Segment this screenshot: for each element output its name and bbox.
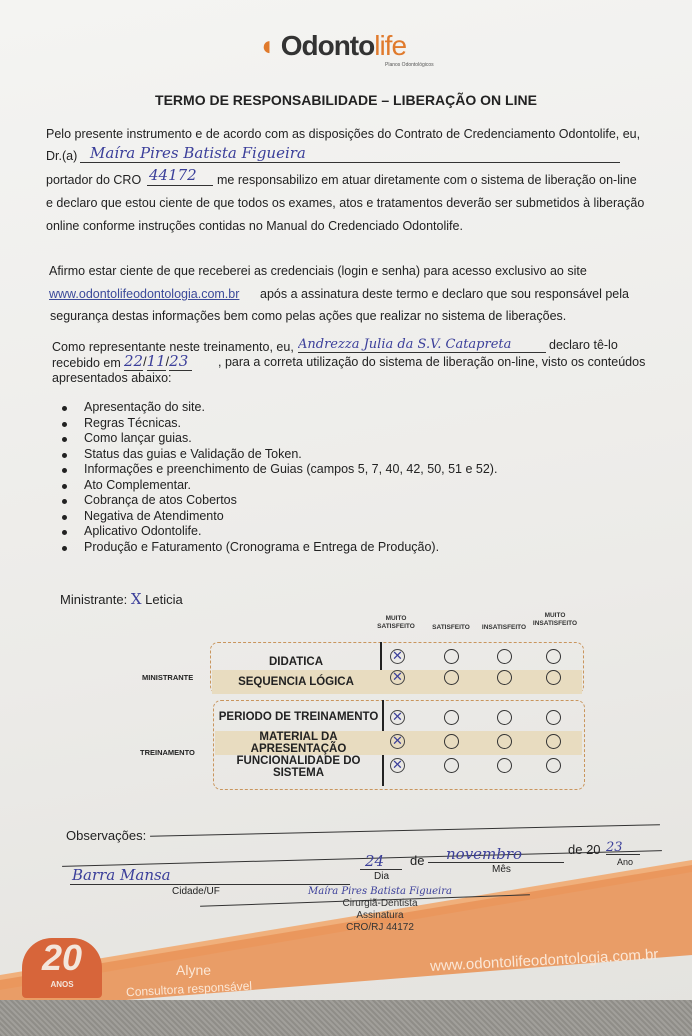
- rating-radio[interactable]: [546, 649, 561, 664]
- rating-radio[interactable]: [444, 710, 459, 725]
- representative-prefix: Como representante neste treinamento, eu,: [52, 340, 294, 354]
- consultant-name: Alyne: [176, 962, 212, 978]
- anniversary-badge: [22, 938, 102, 998]
- representative-rest: , para a correta utilização do sistema de liberação on-line, visto os conteúdos: [218, 355, 646, 369]
- received-year: 23: [169, 352, 192, 371]
- received-day: 22: [124, 352, 144, 370]
- dr-label: Dr.(a): [46, 149, 78, 163]
- received-label: recebido em: [52, 356, 121, 370]
- logo-accent: life: [374, 30, 407, 61]
- row-label: DIDATICA: [268, 656, 324, 668]
- intro-line-4: e declaro que estou ciente de que todos os exames, atos e tratamentos deverão ser submetidos à liberação: [46, 196, 645, 210]
- city-value: Barra Mansa: [72, 866, 171, 884]
- month-field: [428, 845, 564, 863]
- group-label: MINISTRANTE: [142, 673, 194, 682]
- row-label: FUNCIONALIDADE DO SISTEMA: [236, 755, 361, 779]
- day-field: [360, 852, 402, 870]
- row-label: PERIODO DE TREINAMENTO: [218, 711, 379, 723]
- ministrante-field: [60, 590, 183, 608]
- row-label: SEQUENCIA LÓGICA: [238, 676, 354, 688]
- cro-value: 44172: [149, 166, 197, 184]
- stamp-name: Maíra Pires Batista Figueira: [308, 886, 452, 897]
- month-label: Mês: [492, 864, 511, 875]
- stamp-cro: CRO/RJ 44172: [346, 922, 414, 933]
- list-item: Status das guias e Validação de Token.: [62, 447, 497, 463]
- representative-line-3: apresentados abaixo:: [52, 371, 172, 385]
- rating-radio[interactable]: [444, 734, 459, 749]
- rating-radio-checked[interactable]: ✕: [390, 670, 405, 685]
- badge-sub: ANOS: [50, 980, 74, 989]
- list-item: Produção e Faturamento (Cronograma e Entrega de Produção).: [62, 540, 497, 556]
- ministrante-mark: X: [130, 590, 142, 608]
- year-field: [606, 838, 640, 855]
- rating-radio-checked[interactable]: ✕: [390, 649, 405, 664]
- rating-radio[interactable]: [497, 758, 512, 773]
- credentials-line-1: Afirmo estar ciente de que receberei as credenciais (login e senha) para acesso exclusivo ao site: [49, 264, 587, 278]
- topics-list: [62, 400, 497, 555]
- badge-number: 20: [41, 937, 83, 978]
- footer-website[interactable]: www.odontolifeodontologia.com.br: [429, 946, 659, 975]
- received-date: 22/11/23: [124, 352, 192, 370]
- month-value: novembro: [446, 845, 523, 863]
- day-label: Dia: [374, 871, 390, 882]
- received-month: 11: [146, 352, 166, 370]
- consultant-role: Consultora responsável: [125, 978, 253, 1000]
- rating-radio-checked[interactable]: ✕: [390, 758, 405, 773]
- odontolife-logo: ◖ Odontolife: [258, 30, 407, 61]
- year-prefix: de 20: [568, 842, 601, 857]
- dr-name: Maíra Pires Batista Figueira: [90, 144, 306, 162]
- signature-label: Assinatura: [356, 910, 404, 921]
- rating-radio-checked[interactable]: ✕: [390, 710, 405, 725]
- rating-radio[interactable]: [546, 710, 561, 725]
- row-label: MATERIAL DA APRESENTAÇÃO: [250, 731, 347, 755]
- representative-field: [298, 335, 546, 353]
- page-title: TERMO DE RESPONSABILIDADE – LIBERAÇÃO ON LINE: [155, 92, 537, 108]
- city-label: Cidade/UF: [172, 886, 220, 897]
- city-field: [70, 866, 350, 885]
- credentials-line-2: após a assinatura deste termo e declaro que sou responsável pela: [260, 287, 629, 301]
- year-value: 23: [606, 840, 623, 855]
- rating-radio[interactable]: [444, 670, 459, 685]
- intro-line-1: Pelo presente instrumento e de acordo com as disposições do Contrato de Credenciamento Odontolife, eu,: [46, 127, 641, 141]
- list-item: Regras Técnicas.: [62, 416, 497, 432]
- rating-radio[interactable]: [444, 758, 459, 773]
- intro-line-3: me responsabilizo em atuar diretamente com o sistema de liberação on-line: [217, 173, 637, 187]
- rating-radio[interactable]: [497, 734, 512, 749]
- rating-radio[interactable]: [497, 670, 512, 685]
- de-text: de: [410, 853, 425, 868]
- credentials-line-3: segurança destas informações bem como pelas ações que realizar no sistema de liberações.: [50, 309, 567, 323]
- logo-text: Odonto: [280, 30, 375, 61]
- column-header: SATISFEITO: [432, 624, 470, 631]
- background-carpet: [0, 1000, 692, 1036]
- rating-radio[interactable]: [546, 734, 561, 749]
- observations-line[interactable]: [150, 824, 660, 837]
- column-header: MUITO INSATISFEITO: [532, 612, 578, 627]
- dr-name-field: [80, 144, 620, 163]
- list-item: Informações e preenchimento de Guias (campos 5, 7, 40, 42, 50, 51 e 52).: [62, 462, 497, 478]
- list-item: Como lançar guias.: [62, 431, 497, 447]
- rating-radio[interactable]: [497, 649, 512, 664]
- intro-line-5: online conforme instruções contidas no Manual do Credenciado Odontolife.: [46, 219, 463, 233]
- column-header: INSATISFEITO: [481, 624, 527, 631]
- ministrante-name: Leticia: [145, 592, 183, 607]
- list-item: Negativa de Atendimento: [62, 509, 497, 525]
- signature-stamp: [300, 886, 460, 934]
- rating-radio[interactable]: [546, 758, 561, 773]
- list-item: Aplicativo Odontolife.: [62, 524, 497, 540]
- logo-subtitle: Planos Odontológicos: [385, 62, 434, 68]
- rating-radio[interactable]: [497, 710, 512, 725]
- column-header: MUITO SATISFEITO: [377, 615, 415, 630]
- day-value: 24: [365, 852, 385, 870]
- list-item: Cobrança de atos Cobertos: [62, 493, 497, 509]
- rating-radio[interactable]: [546, 670, 561, 685]
- rating-radio-checked[interactable]: ✕: [390, 734, 405, 749]
- rating-radio[interactable]: [444, 649, 459, 664]
- stamp-role: Cirurgiã-Dentista: [342, 898, 418, 909]
- representative-suffix: declaro tê-lo: [549, 338, 618, 352]
- ministrante-label: Ministrante:: [60, 592, 128, 607]
- list-item: Apresentação do site.: [62, 400, 497, 416]
- cro-label: portador do CRO: [46, 173, 142, 187]
- group-label: TREINAMENTO: [140, 748, 195, 757]
- list-item: Ato Complementar.: [62, 478, 497, 494]
- year-label: Ano: [617, 857, 634, 867]
- website-link[interactable]: www.odontolifeodontologia.com.br: [49, 287, 240, 301]
- observations-label: Observações:: [66, 828, 147, 843]
- table-row: [215, 705, 382, 729]
- representative-name: Andrezza Julia da S.V. Catapreta: [298, 337, 512, 352]
- cro-field: [147, 166, 213, 186]
- table-row: [215, 755, 382, 779]
